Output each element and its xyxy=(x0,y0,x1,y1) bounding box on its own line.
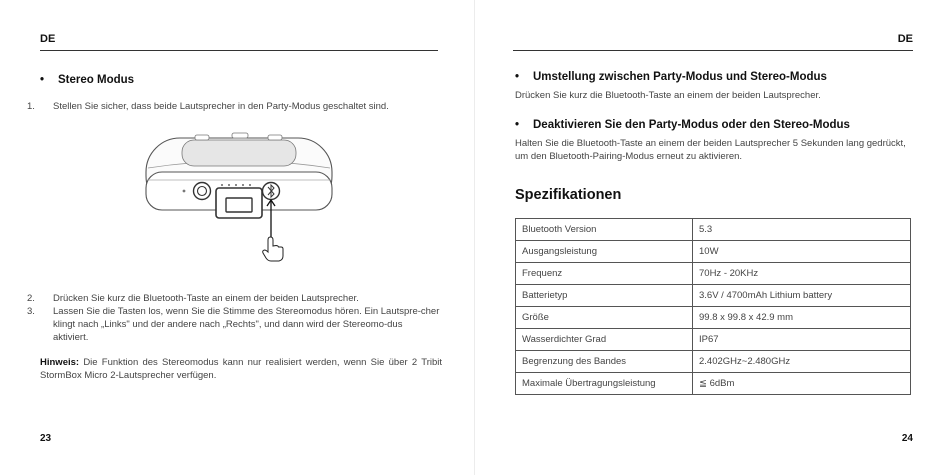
bullet-icon: • xyxy=(515,71,520,83)
header-rule xyxy=(513,50,913,51)
spec-key: Ausgangsleistung xyxy=(516,241,693,263)
step-number: 3. xyxy=(27,306,35,317)
note xyxy=(40,356,442,382)
bluetooth-icon xyxy=(263,183,280,200)
hand-pointer-icon xyxy=(263,237,283,261)
language-label: DE xyxy=(897,33,913,45)
spec-value: IP67 xyxy=(693,329,911,351)
spec-value: ≦ 6dBm xyxy=(693,373,911,395)
bullet-icon: • xyxy=(515,119,520,131)
spec-key: Batterietyp xyxy=(516,285,693,307)
section-heading xyxy=(40,74,134,86)
spec-table xyxy=(515,218,911,395)
speaker-illustration xyxy=(140,128,340,268)
table-row xyxy=(516,329,911,351)
spec-title: Spezifikationen xyxy=(515,187,622,203)
spec-key: Wasserdichter Grad xyxy=(516,329,693,351)
page-number: 24 xyxy=(901,433,913,444)
spec-value: 5.3 xyxy=(693,219,911,241)
table-row xyxy=(516,241,911,263)
bullet-icon: • xyxy=(40,74,45,86)
spec-key: Bluetooth Version xyxy=(516,219,693,241)
note-label: Hinweis: xyxy=(40,357,80,368)
table-row xyxy=(516,219,911,241)
step-1 xyxy=(27,100,440,113)
indicator-dot xyxy=(183,190,186,193)
step-text: Drücken Sie kurz die Bluetooth-Taste an einem der beiden Lautsprecher. xyxy=(53,293,359,304)
spec-value: 10W xyxy=(693,241,911,263)
section-heading xyxy=(515,71,827,83)
spec-key: Frequenz xyxy=(516,263,693,285)
step-number: 1. xyxy=(27,101,35,112)
language-label: DE xyxy=(40,33,56,45)
heading-text: Stereo Modus xyxy=(58,74,135,86)
spec-key: Maximale Übertragungsleistung xyxy=(516,373,693,395)
table-row xyxy=(516,373,911,395)
spec-value: 99.8 x 99.8 x 42.9 mm xyxy=(693,307,911,329)
step-2 xyxy=(27,292,440,305)
table-row xyxy=(516,263,911,285)
table-row xyxy=(516,285,911,307)
step-3 xyxy=(27,305,440,344)
section-text: Halten Sie die Bluetooth-Taste an einem der beiden Lautsprecher 5 Sekunden lang gedrückt, um den Bluetooth-Pairing-Modus erneut zu aktivieren. xyxy=(515,138,906,162)
page-number: 23 xyxy=(40,433,52,444)
spec-value: 3.6V / 4700mAh Lithium battery xyxy=(693,285,911,307)
spec-key: Begrenzung des Bandes xyxy=(516,351,693,373)
right-page xyxy=(475,0,950,475)
power-icon xyxy=(194,183,211,200)
section-heading xyxy=(515,119,850,131)
step-text: Stellen Sie sicher, dass beide Lautsprecher in den Party-Modus geschaltet sind. xyxy=(53,101,389,112)
section-text: Drücken Sie kurz die Bluetooth-Taste an einem der beiden Lautsprecher. xyxy=(515,90,821,101)
step-number: 2. xyxy=(27,293,35,304)
note-text: Die Funktion des Stereomodus kann nur realisiert werden, wenn Sie über 2 Tribit StormBox Micro 2-Lautsprecher verfügen. xyxy=(40,357,443,381)
spec-value: 2.402GHz~2.480GHz xyxy=(693,351,911,373)
step-text: Lassen Sie die Tasten los, wenn Sie die Stimme des Stereomodus hören. Ein Lautspre-cher klingt nach „Links" und der andere nach „Rechts", und dann wird der Stereomo-dus aktiviert. xyxy=(53,306,440,343)
table-row xyxy=(516,307,911,329)
table-row xyxy=(516,351,911,373)
header-rule xyxy=(40,50,438,51)
heading-text: Umstellung zwischen Party-Modus und Stereo-Modus xyxy=(533,71,827,83)
spec-key: Größe xyxy=(516,307,693,329)
speaker-body xyxy=(146,133,332,218)
spec-value: 70Hz - 20KHz xyxy=(693,263,911,285)
heading-text: Deaktivieren Sie den Party-Modus oder den Stereo-Modus xyxy=(533,119,850,131)
